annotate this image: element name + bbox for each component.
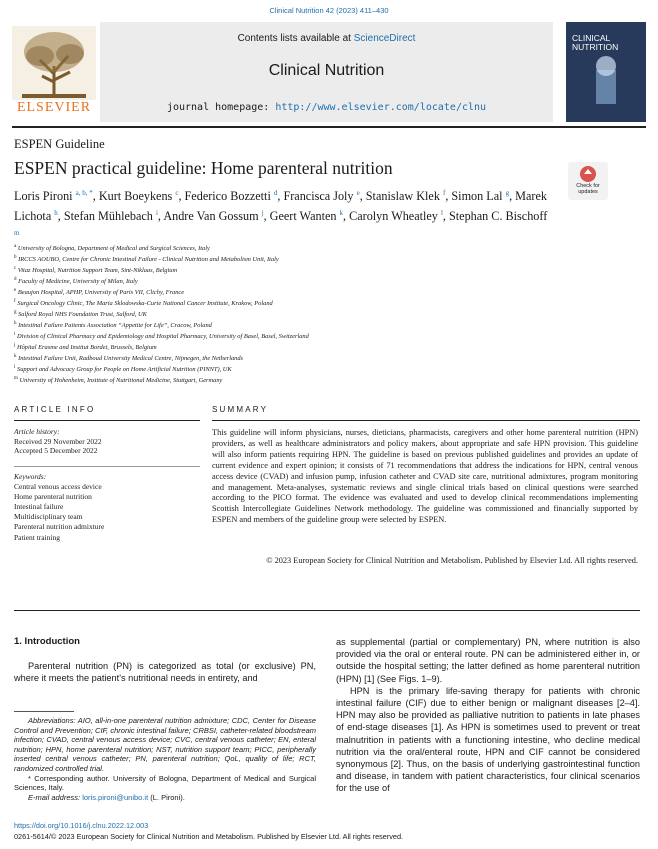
affiliation-text: Beaujon Hospital, APHP, University of Paris VII, Clichy, France bbox=[17, 289, 185, 297]
author-separator: , bbox=[92, 189, 99, 204]
author-name[interactable]: Stanislaw Klek bbox=[365, 189, 440, 204]
paper-title: ESPEN practical guideline: Home parenteral nutrition bbox=[14, 158, 393, 178]
affiliation-marker: m bbox=[14, 376, 18, 382]
email-suffix: (L. Pironi). bbox=[148, 792, 185, 802]
affiliation-item bbox=[14, 265, 574, 276]
keywords-divider bbox=[14, 466, 200, 467]
author[interactable] bbox=[64, 209, 163, 223]
author[interactable] bbox=[283, 189, 365, 203]
affiliation-item bbox=[14, 243, 574, 254]
journal-title: Clinical Nutrition bbox=[268, 62, 385, 79]
author-name[interactable]: Loris Pironi bbox=[14, 189, 73, 204]
author[interactable] bbox=[163, 209, 269, 223]
summary-divider bbox=[212, 420, 640, 421]
author-affiliation-marker[interactable]: m bbox=[14, 229, 20, 238]
keyword-list bbox=[14, 482, 200, 543]
intro-paragraph-2: as supplemental (partial or complementary) PN, where nutrition is also provided via the oral or enteral route. PN can be administered either in, or outside the hospital setting; the latter defined as home parenteral nutrition (HPN) [1] (See Figs. 1–9). bbox=[336, 637, 640, 684]
author-separator: , bbox=[343, 209, 347, 224]
author-affiliation-marker[interactable]: g bbox=[505, 189, 510, 197]
affiliation-marker: g bbox=[14, 310, 17, 316]
article-history bbox=[14, 427, 200, 456]
author-separator: , bbox=[509, 189, 516, 204]
article-info-divider bbox=[14, 420, 200, 421]
email-label: E-mail address: bbox=[28, 792, 83, 802]
footnotes bbox=[14, 716, 316, 802]
affiliation-text: Surgical Oncology Clinic, The Maria Sklodowska-Curie National Cancer Institute, Krakow, Poland bbox=[17, 300, 273, 308]
affiliation-marker: h bbox=[14, 321, 17, 327]
crossmark-label[interactable] bbox=[562, 183, 614, 195]
author-name[interactable]: Francisca Joly bbox=[283, 189, 354, 204]
affiliation-marker: j bbox=[14, 343, 16, 349]
affiliation-item bbox=[14, 287, 574, 298]
author-separator: , bbox=[263, 209, 270, 224]
affiliation-text: Division of Clinical Pharmacy and Epidemiology and Hospital Pharmacy, University of Basel, Basel, Switzerland bbox=[17, 333, 309, 341]
author-separator: , bbox=[359, 189, 366, 204]
author-separator: , bbox=[277, 189, 284, 204]
journal-reference[interactable]: Clinical Nutrition 42 (2023) 411–430 bbox=[269, 6, 389, 15]
sciencedirect-link[interactable]: ScienceDirect bbox=[353, 33, 416, 44]
keyword: Parenteral nutrition admixture bbox=[14, 522, 105, 532]
doi-link[interactable]: https://doi.org/10.1016/j.clnu.2022.12.003 bbox=[14, 821, 149, 830]
author-affiliation-marker[interactable]: d bbox=[273, 189, 278, 197]
author-name[interactable]: Marek Lichota bbox=[14, 189, 547, 224]
author-affiliation-marker[interactable]: a, b, * bbox=[75, 189, 93, 197]
affiliation-item bbox=[14, 320, 574, 331]
affiliation-item bbox=[14, 276, 574, 287]
author-name[interactable]: Carolyn Wheatley bbox=[349, 209, 438, 224]
affiliation-marker: c bbox=[14, 266, 17, 272]
crossmark-label-line2: updates bbox=[578, 189, 598, 195]
footnote-divider bbox=[14, 711, 74, 712]
author-affiliation-marker[interactable]: k bbox=[339, 209, 344, 218]
author-separator: , bbox=[445, 189, 449, 204]
cover-title-line2: NUTRITION bbox=[572, 42, 619, 52]
corresponding-author-footnote: * Corresponding author. University of Bologna, Department of Medical and Surgical Sciences, Italy. bbox=[14, 773, 316, 793]
affiliation-item bbox=[14, 298, 574, 309]
author-separator: , bbox=[57, 209, 64, 224]
cover-title-line1: CLINICAL bbox=[572, 33, 611, 43]
homepage-prefix: journal homepage: bbox=[166, 102, 276, 113]
keyword: Home parenteral nutrition bbox=[14, 492, 92, 502]
author-name[interactable]: Federico Bozzetti bbox=[184, 189, 271, 204]
homepage-link[interactable]: http://www.elsevier.com/locate/clnu bbox=[275, 102, 487, 113]
author[interactable] bbox=[14, 189, 99, 203]
affiliation-text: Vitaz Hospital, Nutrition Support Team, Sint-Niklaas, Belgium bbox=[17, 267, 178, 275]
author-name[interactable]: Stephan C. Bischoff bbox=[449, 209, 548, 224]
affiliation-list bbox=[14, 243, 574, 386]
author[interactable] bbox=[451, 189, 515, 203]
affiliation-text: University of Hohenheim, Institute of Nutritional Medicine, Stuttgart, Germany bbox=[19, 377, 223, 385]
author-separator: , bbox=[178, 189, 185, 204]
author-affiliation-marker[interactable]: i bbox=[155, 209, 158, 218]
author-name[interactable]: Stefan Mühlebach bbox=[63, 209, 153, 224]
author-name[interactable]: Andre Van Gossum bbox=[163, 209, 259, 224]
intro-paragraph-3: HPN is the primary life-saving therapy for patients with chronic intestinal failure (CIF) due to either benign or malignant diseases [2–4]. HPN may also be provided as palliative nutrition to patients in late phases of end-stage diseases [1]. As HPN is sometimes used to prevent or treat malnutrition in patients with a functioning intestine, who decline medical nutrition via the oral/enteral route, HPN and CIF cannot be considered synonymous [2]. Thus, on the basis of underlying gastrointestinal function and disease, in tandem with patient characteristics, four clinical scenarios for the use of bbox=[336, 685, 640, 794]
affiliation-item bbox=[14, 254, 574, 265]
author-affiliation-marker[interactable]: j bbox=[261, 209, 264, 218]
author-affiliation-marker[interactable]: h bbox=[54, 209, 58, 218]
author-list bbox=[14, 185, 554, 245]
body-right-column bbox=[336, 636, 640, 795]
intro-paragraph-1: Parenteral nutrition (PN) is categorized as total (or exclusive) PN, where it meets the patient's nutritional needs in entirety, and bbox=[14, 661, 316, 684]
author-name[interactable]: Kurt Boeykens bbox=[98, 189, 173, 204]
cover-title bbox=[572, 34, 642, 52]
affiliation-marker: l bbox=[14, 365, 16, 371]
contents-prefix: Contents lists available at bbox=[237, 33, 354, 44]
affiliation-item bbox=[14, 342, 574, 353]
author[interactable] bbox=[270, 209, 346, 223]
crossmark-label-line1: Check for bbox=[576, 183, 600, 189]
body-left-column bbox=[14, 660, 316, 684]
journal-homepage-line bbox=[100, 102, 553, 113]
keywords-block bbox=[14, 472, 200, 543]
issn-copyright-line: 0261-5614/© 2023 European Society for Clinical Nutrition and Metabolism. Published by Elsevier Ltd. All rights reserved. bbox=[14, 832, 404, 841]
received-date: Received 29 November 2022 bbox=[14, 436, 102, 446]
affiliation-text: Salford Royal NHS Foundation Trust, Salford, UK bbox=[18, 311, 147, 319]
affiliation-text: IRCCS AOUBO, Centre for Chronic Intestinal Failure - Clinical Nutrition and Metabolism Unit, Italy bbox=[18, 256, 279, 264]
affiliation-text: Intestinal Failure Patients Association “Appetite for Life”, Cracow, Poland bbox=[18, 322, 212, 330]
accepted-date: Accepted 5 December 2022 bbox=[14, 446, 98, 456]
elsevier-wordmark: ELSEVIER bbox=[16, 100, 92, 115]
keywords-label: Keywords: bbox=[14, 472, 47, 481]
author-affiliation-marker[interactable]: l bbox=[440, 209, 443, 218]
author[interactable] bbox=[366, 189, 449, 203]
keyword: Patient training bbox=[14, 532, 61, 542]
author-affiliation-marker[interactable]: c bbox=[175, 189, 179, 197]
affiliation-marker: k bbox=[14, 354, 17, 360]
history-label: Article history: bbox=[14, 427, 60, 436]
abbreviations-footnote: Abbreviations: AIO, all-in-one parenteral nutrition admixture; CDC, Center for Disease Control and Prevention; CIF, chronic intestinal failure; CRBSI, catheter-related bloodstream infection; CVAD, central venous access device; CVC, central venous catheter; EN, enteral nutrition; HPN, home parenteral nutrition; NST, nutrition support team; PICC, peripherally inserted central venous catheter; PN, parenteral nutrition; QoL, quality of life; RCT, randomized controlled trial. bbox=[14, 716, 316, 773]
affiliation-text: University of Bologna, Department of Medical and Surgical Sciences, Italy bbox=[17, 245, 210, 253]
author-separator: , bbox=[157, 209, 164, 224]
author-email-link[interactable]: loris.pironi@unibo.it bbox=[82, 792, 149, 802]
author-separator: , bbox=[442, 209, 449, 224]
affiliation-marker: i bbox=[14, 332, 16, 338]
summary-heading: SUMMARY bbox=[212, 405, 269, 414]
affiliation-marker: d bbox=[14, 277, 17, 283]
affiliation-marker: f bbox=[14, 299, 16, 305]
author[interactable] bbox=[99, 189, 185, 203]
affiliation-text: Hôpital Erasme and Institut Bordet, Brussels, Belgium bbox=[17, 344, 157, 352]
keyword: Central venous access device bbox=[14, 482, 102, 492]
author-affiliation-marker[interactable]: f bbox=[442, 189, 446, 197]
affiliation-marker: b bbox=[14, 255, 17, 261]
keyword: Intestinal failure bbox=[14, 502, 64, 512]
affiliation-text: Support and Advocacy Group for People on Home Artificial Nutrition (PINNT), UK bbox=[17, 366, 232, 374]
affiliation-item bbox=[14, 331, 574, 342]
affiliation-item bbox=[14, 353, 574, 364]
contents-line bbox=[100, 33, 553, 44]
affiliation-item bbox=[14, 364, 574, 375]
affiliation-marker: a bbox=[14, 244, 17, 249]
article-type-label: ESPEN Guideline bbox=[14, 137, 105, 151]
section-heading-introduction: 1. Introduction bbox=[14, 636, 80, 647]
summary-bottom-divider bbox=[14, 610, 640, 611]
affiliation-item bbox=[14, 375, 574, 386]
author-affiliation-marker[interactable]: e bbox=[356, 189, 360, 197]
author[interactable] bbox=[349, 209, 449, 223]
keyword: Multidisciplinary team bbox=[14, 512, 83, 522]
affiliation-marker: e bbox=[14, 288, 17, 294]
affiliation-item bbox=[14, 309, 574, 320]
author-name[interactable]: Simon Lal bbox=[451, 189, 503, 204]
author[interactable] bbox=[185, 189, 284, 203]
summary-text: This guideline will inform physicians, nurses, dieticians, pharmacists, caregivers and other home parenteral nutrition (HPN) providers, as well as healthcare administrators and policy makers, about appropriate and safe HPN provision. This guideline will also inform patients requiring HPN. The guideline is based on previous published guidelines and provides an update of current evidence and expert opinion; it consists of 71 recommendations that address the indications for HPN, central venous access device (CVAD) and infusion pump, infusion catheter and CVAD site care, nutritional admixtures, program monitoring and management. Meta-analyses, systematic reviews and single clinical trials based on clinical questions were searched according to the PICO format. The evidence was evaluated and used to develop clinical recommendations implementing Scottish Intercollegiate Guidelines Network methodology. The guideline was commissioned and financially supported by ESPEN and members of the guideline group were selected by ESPEN. bbox=[212, 428, 638, 525]
author-name[interactable]: Geert Wanten bbox=[269, 209, 337, 224]
article-info-heading: ARTICLE INFO bbox=[14, 405, 96, 414]
copyright-notice: © 2023 European Society for Clinical Nutrition and Metabolism. Published by Elsevier Ltd. All rights reserved. bbox=[266, 556, 638, 565]
affiliation-text: Intestinal Failure Unit, Radboud University Medical Centre, Nijmegen, the Netherlands bbox=[18, 355, 244, 363]
header-divider bbox=[12, 126, 646, 128]
affiliation-text: Faculty of Medicine, University of Milan, Italy bbox=[18, 278, 138, 286]
